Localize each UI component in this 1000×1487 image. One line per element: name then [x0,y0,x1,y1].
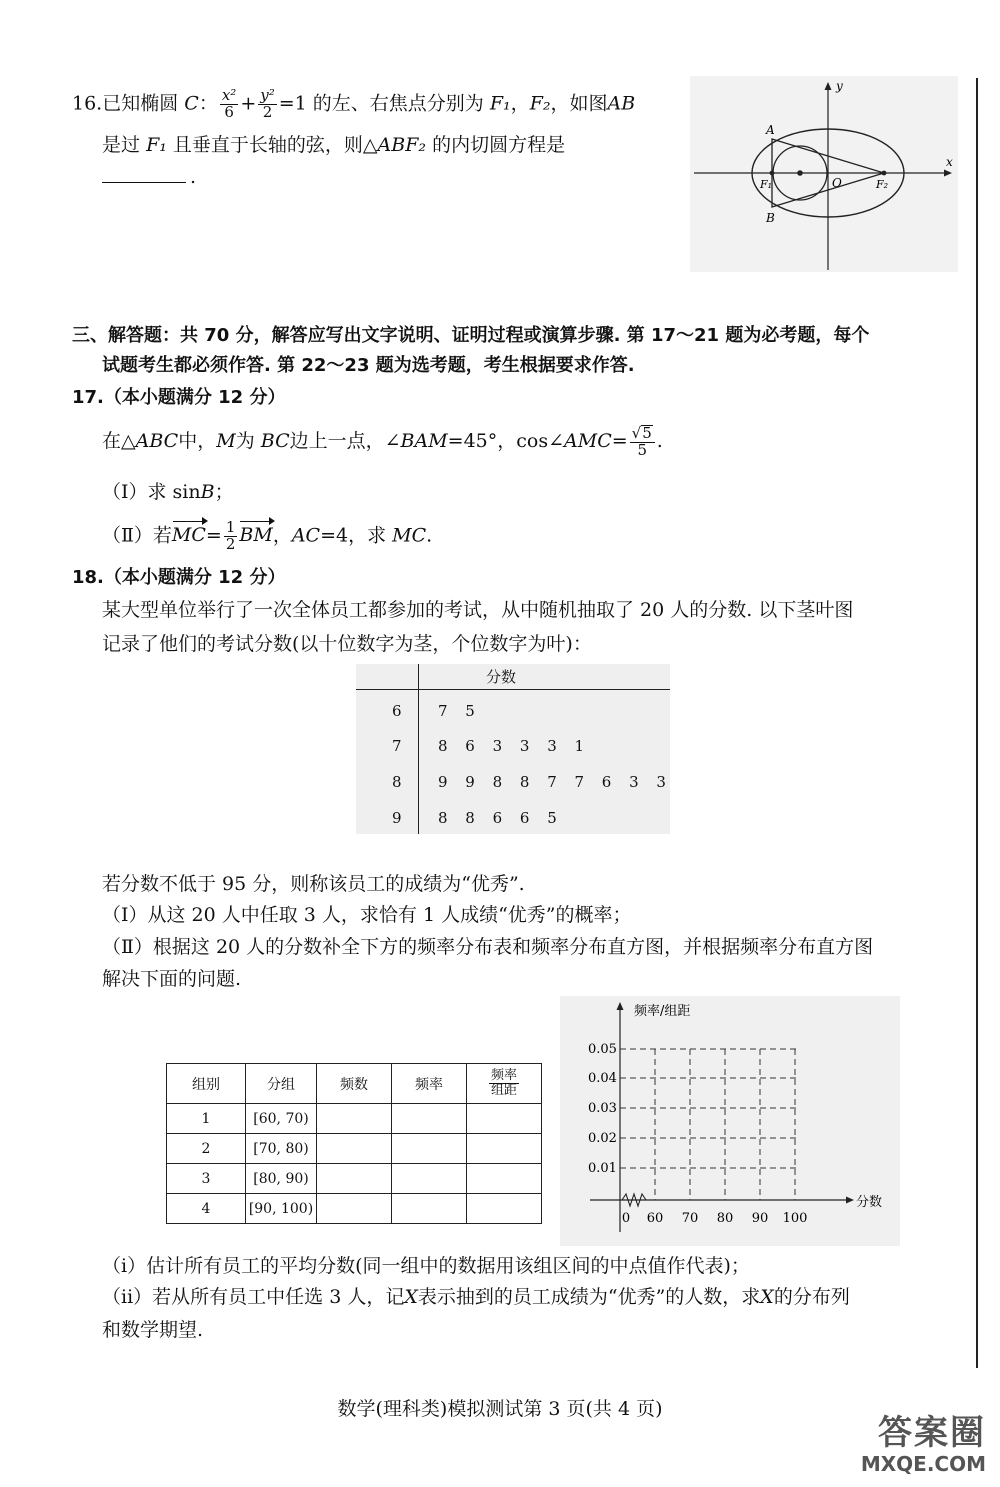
hist-xtick: 60 [646,1211,664,1226]
q17-part1: （Ⅰ）求 sinB； [102,481,234,503]
q16-line1: 16.已知椭圆 C： $\frac{\text{x²}}{6}$ + $\frac{\text{y²}}{2}$ =1 的左、右焦点分别为 F₁，F₂，如图AB [72,86,636,121]
q17-title: 17.（本小题满分 12 分） [72,387,286,408]
section3-line2: 试题考生都必须作答. 第 22～23 题为选考题，考生根据要求作答. [102,355,635,376]
leaf-value: 8 [519,773,530,791]
leaf-value: 6 [519,809,530,827]
label-a: A [766,123,775,137]
col-header-range: 分组 [246,1064,317,1104]
page-footer: 数学(理科类)模拟测试第 3 页(共 4 页) [337,1398,663,1420]
page-margin-rule [976,78,978,1368]
frequency-cell[interactable] [392,1194,467,1224]
leaf-value: 5 [547,809,557,827]
q17-stem: 在△ABC中，M为 BC边上一点，∠BAM=45°，cos∠AMC= $\frac{√5}{5}$ . [102,424,663,459]
hist-ytick: 0.01 [588,1161,617,1176]
col-header-density: $\frac{\text{频率}}{\text{组距}}$ [467,1064,542,1104]
q18-part2-line1: （Ⅱ）根据这 20 人的分数补全下方的频率分布表和频率分布直方图，并根据频率分布直方图 [102,936,874,958]
table-row: 3 [80, 90) [167,1164,542,1194]
leaf-value: 9 [465,773,475,791]
leaf-value: 3 [519,737,530,755]
hist-xtick: 90 [751,1211,769,1226]
leaf-value: 8 [492,773,503,791]
q18-intro1: 某大型单位举行了一次全体员工都参加的考试，从中随机抽取了 20 人的分数. 以下茎叶图 [102,599,854,621]
watermark-logo-en: MXQE.COM [860,1452,986,1476]
hist-ytick: 0.05 [588,1042,617,1057]
fraction-y2-2: $\frac{\text{y²}}{2}$ [260,86,275,121]
density-cell[interactable] [467,1134,542,1164]
q16-answer-blank: . [102,165,196,190]
q18-part1: （Ⅰ）从这 20 人中任取 3 人，求恰有 1 人成绩“优秀”的概率； [102,904,632,926]
q18-intro2: 记录了他们的考试分数(以十位数字为茎，个位数字为叶)： [102,633,592,655]
frequency-cell[interactable] [392,1134,467,1164]
hist-ytick: 0.02 [588,1131,617,1146]
stem-leaf-plot [356,664,670,834]
hist-xtick: 100 [782,1211,808,1226]
stem-leaf-header: 分数 [486,668,517,686]
col-header-group: 组别 [167,1064,246,1104]
q18-sub2-line1: （ⅱ）若从所有员工中任选 3 人，记X表示抽到的员工成绩为“优秀”的人数，求X的分布列 [102,1286,850,1308]
leaf-value: 7 [547,773,557,791]
watermark-logo-cn: 答案圈 [878,1413,986,1453]
table-row: 4 [90, 100) [167,1194,542,1224]
answer-blank [102,182,186,183]
frequency-table [166,1063,542,1224]
ellipse-figure [690,76,958,272]
leaf-value: 1 [574,737,585,755]
leaf-value: 3 [629,773,639,791]
fraction-half: $\frac{1}{2}$ [225,518,236,553]
leaf-value: 3 [547,737,557,755]
hist-xtick: 0 [621,1211,631,1226]
hist-ylabel: 频率/组距 [634,1004,691,1019]
label-b: B [766,211,775,225]
count-cell[interactable] [317,1164,392,1194]
incircle-center [797,170,803,176]
hist-xtick: 80 [716,1211,734,1226]
density-cell[interactable] [467,1194,542,1224]
label-x: x [946,155,953,169]
q18-part2-line2: 解决下面的问题. [102,968,242,990]
count-cell[interactable] [317,1104,392,1134]
hist-ytick: 0.04 [588,1071,617,1086]
frequency-cell[interactable] [392,1164,467,1194]
label-y: y [836,79,843,93]
fraction-sqrt5-5: $\frac{√5}{5}$ [630,425,655,459]
q18-sub2-line2: 和数学期望. [102,1319,204,1341]
q16-line2: 是过 F₁ 且垂直于长轴的弦，则△ABF₂ 的内切圆方程是 [102,134,566,156]
count-cell[interactable] [317,1134,392,1164]
q18-title: 18.（本小题满分 12 分） [72,567,286,588]
label-o: O [832,176,842,190]
hist-ytick: 0.03 [588,1101,617,1116]
leaf-value: 3 [492,737,503,755]
hist-xlabel: 分数 [856,1195,883,1210]
stem-9: 9 [392,809,402,827]
leaf-value: 7 [438,702,448,720]
leaf-value: 7 [574,773,585,791]
leaf-value: 6 [465,737,475,755]
stem-7: 7 [392,737,402,755]
hist-xtick: 70 [681,1211,699,1226]
table-row: 2 [70, 80) [167,1134,542,1164]
histogram-grid [560,996,900,1246]
leaf-value: 3 [656,773,666,791]
vector-mc: MC [171,524,206,547]
frequency-cell[interactable] [392,1104,467,1134]
table-row: 1 [60, 70) [167,1104,542,1134]
vector-bm: BM [239,524,273,547]
leaf-value: 8 [465,809,475,827]
stem-8: 8 [392,773,402,791]
col-header-count: 频数 [317,1064,392,1104]
density-cell[interactable] [467,1104,542,1134]
fraction-x2-6: $\frac{\text{x²}}{6}$ [221,86,237,121]
leaf-value: 8 [438,809,448,827]
leaf-value: 6 [492,809,503,827]
leaf-value: 8 [438,737,448,755]
density-cell[interactable] [467,1164,542,1194]
leaf-value: 5 [465,702,475,720]
leaf-value: 6 [601,773,612,791]
q17-part2: （Ⅱ）若MC= $\frac{1}{2}$ BM，AC=4，求 MC. [102,518,433,553]
q18-excellent-condition: 若分数不低于 95 分，则称该员工的成绩为“优秀”. [102,873,525,895]
section3-line1: 三、解答题：共 70 分，解答应写出文字说明、证明过程或演算步骤. 第 17～21 题为必考题，每个 [72,325,870,346]
col-header-frequency: 频率 [392,1064,467,1104]
count-cell[interactable] [317,1194,392,1224]
leaf-value: 9 [438,773,448,791]
stem-6: 6 [392,702,402,720]
label-f2: F₂ [876,178,889,191]
q18-sub1: （ⅰ）估计所有员工的平均分数(同一组中的数据用该组区间的中点值作代表)； [102,1255,750,1277]
label-f1: F₁ [760,178,773,191]
